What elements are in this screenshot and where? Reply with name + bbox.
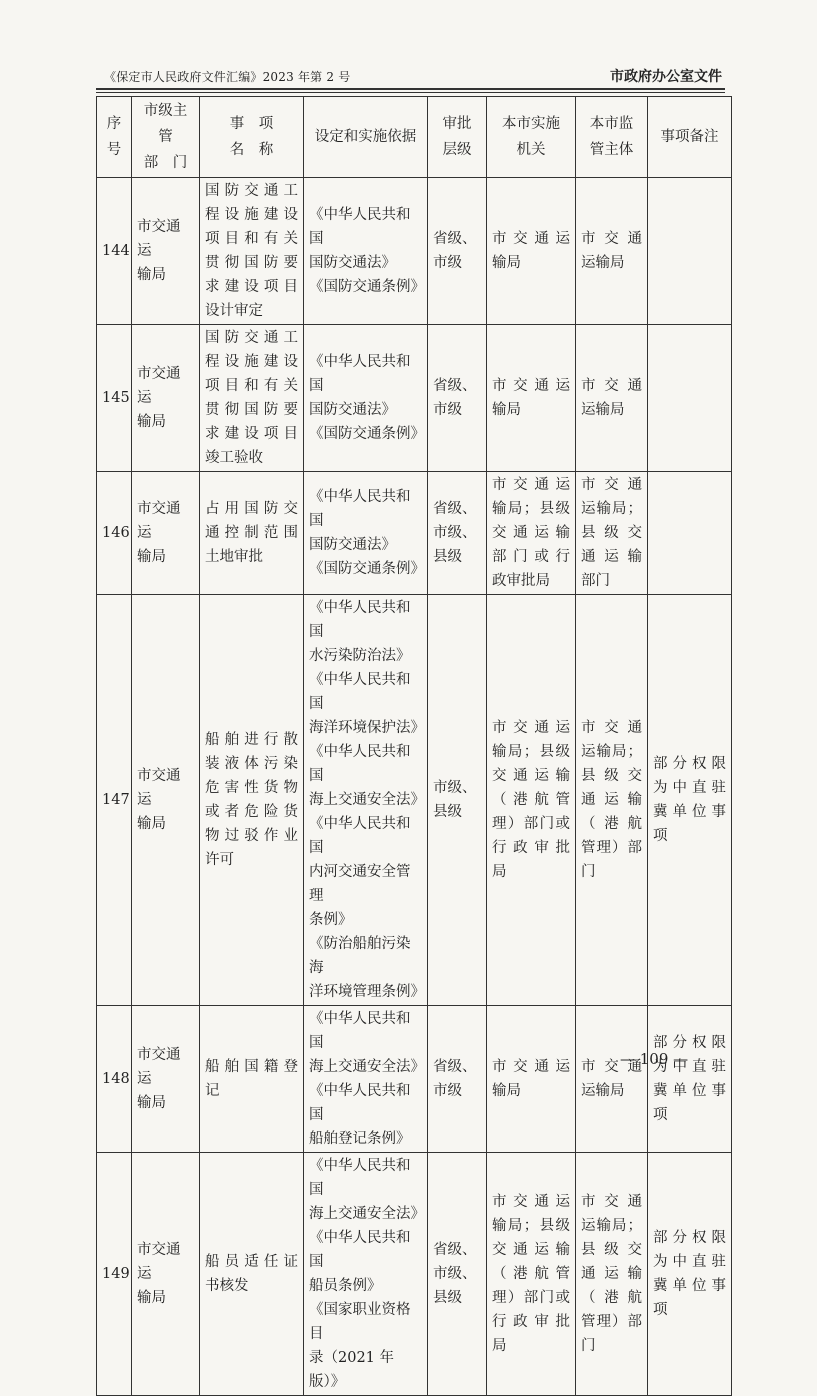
table-row [97, 595, 732, 1006]
cell-line: 《中华人民共和国 [309, 600, 411, 640]
agency-cell [487, 325, 576, 472]
department-cell [132, 1006, 200, 1153]
cell-line: 部门 [581, 573, 610, 589]
supervisor-cell [576, 1153, 648, 1396]
header-line: 部 门 [143, 155, 188, 171]
cell-line: （港航 [581, 816, 642, 832]
approval-items-table [96, 96, 732, 1396]
cell-line: 条例》 [309, 912, 353, 928]
item-number: 145 [97, 325, 132, 472]
cell-line: 录（2021 年版）》 [309, 1350, 395, 1390]
cell-line: 水污染防治法》 [309, 648, 411, 664]
cell-line: 船员适任证 [205, 1254, 298, 1270]
cell-line: 行政审批 [492, 1314, 570, 1330]
header-line: 事项备注 [660, 129, 719, 145]
cell-line: 输局 [137, 816, 166, 832]
cell-line: 土地审批 [205, 549, 263, 565]
department-cell [132, 1153, 200, 1396]
header-line: 层级 [442, 142, 472, 158]
item-name-cell [200, 1006, 304, 1153]
cell-line: 为中直驻 [653, 780, 726, 796]
cell-line: 市交通 [581, 477, 642, 493]
cell-line: 市交通运 [137, 501, 181, 541]
cell-line: 市级 [433, 255, 462, 271]
item-name-cell [200, 1153, 304, 1396]
cell-line: 理）部门或 [492, 1290, 570, 1306]
cell-line: 县级交 [581, 768, 642, 784]
cell-line: 市交通 [581, 720, 642, 736]
cell-line: 市交通 [581, 231, 642, 247]
cell-line: 洋环境管理条例》 [309, 984, 425, 1000]
cell-line: 输局 [137, 414, 166, 430]
note-cell [648, 1006, 732, 1153]
cell-line: （港航管 [492, 792, 570, 808]
cell-line: 运输局； [581, 1218, 642, 1234]
cell-line: 程设施建设 [205, 207, 298, 223]
cell-line: 国防交通法》 [309, 537, 396, 553]
col-header-department [132, 97, 200, 178]
level-cell [428, 595, 487, 1006]
note-cell [648, 1153, 732, 1396]
cell-line: 输局 [492, 255, 521, 271]
table-header-row [97, 97, 732, 178]
header-line: 管主体 [589, 142, 634, 158]
cell-line: 通运输 [581, 549, 642, 565]
cell-line: 政审批局 [492, 573, 550, 589]
department-cell [132, 472, 200, 595]
cell-line: 船舶进行散 [205, 732, 298, 748]
page-header [96, 66, 722, 86]
cell-line: 《防治船舶污染海 [309, 936, 411, 976]
item-name-cell [200, 595, 304, 1006]
cell-line: 运输局； [581, 501, 642, 517]
cell-line: 冀单位事 [653, 804, 726, 820]
cell-line: 记 [205, 1083, 220, 1099]
cell-line: 理）部门或 [492, 816, 570, 832]
agency-cell [487, 178, 576, 325]
cell-line: 运输局 [581, 402, 625, 418]
cell-line: 项 [653, 1302, 668, 1318]
basis-cell [304, 178, 428, 325]
col-header-agency [487, 97, 576, 178]
cell-line: 市交通运 [137, 1047, 181, 1087]
table-row [97, 472, 732, 595]
cell-line: 县级 [433, 1290, 462, 1306]
cell-line: 《中华人民共和国 [309, 672, 411, 712]
cell-line: 部分权限 [653, 1230, 726, 1246]
supervisor-cell [576, 472, 648, 595]
cell-line: 海上交通安全法》 [309, 1059, 425, 1075]
cell-line: 省级、 [433, 501, 477, 517]
col-header-number [97, 97, 132, 178]
cell-line: 市交通运 [137, 768, 181, 808]
cell-line: 《国家职业资格目 [309, 1302, 411, 1342]
cell-line: 《中华人民共和国 [309, 744, 411, 784]
cell-line: 项目和有关 [205, 231, 298, 247]
cell-line: 贯彻国防要 [205, 402, 298, 418]
department-cell [132, 595, 200, 1006]
cell-line: 《中华人民共和国 [309, 1083, 411, 1123]
cell-line: 部门或行 [492, 549, 570, 565]
cell-line: 市级、 [433, 525, 477, 541]
header-line: 本市监 [589, 116, 634, 132]
item-name-cell [200, 472, 304, 595]
cell-line: 市交通运 [492, 1194, 570, 1210]
cell-line: 市级、 [433, 1266, 477, 1282]
header-line: 号 [106, 142, 122, 158]
header-office-label: 市政府办公室文件 [610, 69, 722, 85]
cell-line: 输局 [492, 402, 521, 418]
cell-line: 为中直驻 [653, 1059, 726, 1075]
cell-line: 管理）部 [581, 1314, 642, 1330]
agency-cell [487, 1006, 576, 1153]
cell-line: 门 [581, 864, 596, 880]
cell-line: 物过驳作业 [205, 828, 298, 844]
table-row [97, 325, 732, 472]
cell-line: 市交通 [581, 1194, 642, 1210]
col-header-supervisor [576, 97, 648, 178]
cell-line: 海洋环境保护法》 [309, 720, 425, 736]
cell-line: 内河交通安全管理 [309, 864, 411, 904]
cell-line: 项目和有关 [205, 378, 298, 394]
cell-line: 国防交通法》 [309, 402, 396, 418]
cell-line: 县级 [433, 549, 462, 565]
cell-line: 《中华人民共和国 [309, 207, 411, 247]
item-number: 147 [97, 595, 132, 1006]
cell-line: 部分权限 [653, 756, 726, 772]
col-header-item-name [200, 97, 304, 178]
cell-line: 市级 [433, 1083, 462, 1099]
cell-line: 许可 [205, 852, 234, 868]
cell-line: 省级、 [433, 231, 477, 247]
cell-line: 项 [653, 1107, 668, 1123]
basis-cell [304, 325, 428, 472]
basis-cell [304, 1006, 428, 1153]
cell-line: 运输局 [581, 1083, 625, 1099]
cell-line: 市交通 [581, 378, 642, 394]
level-cell [428, 178, 487, 325]
cell-line: 输局 [137, 267, 166, 283]
cell-line: 或者危险货 [205, 804, 298, 820]
cell-line: 管理）部 [581, 840, 642, 856]
cell-line: 《中华人民共和国 [309, 1011, 411, 1051]
cell-line: 市交通运 [137, 366, 181, 406]
cell-line: 省级、 [433, 378, 477, 394]
table-row [97, 1153, 732, 1396]
cell-line: 输局 [137, 549, 166, 565]
cell-line: 行政审批 [492, 840, 570, 856]
level-cell [428, 472, 487, 595]
col-header-level [428, 97, 487, 178]
note-cell [648, 325, 732, 472]
cell-line: 海上交通安全法》 [309, 792, 425, 808]
basis-cell [304, 595, 428, 1006]
cell-line: 船员条例》 [309, 1278, 382, 1294]
cell-line: 交通运输 [492, 525, 570, 541]
header-line: 市级主管 [143, 103, 188, 145]
cell-line: 输局；县级 [492, 501, 570, 517]
cell-line: 局 [492, 1338, 507, 1354]
header-line: 名 称 [229, 142, 274, 158]
cell-line: 《国防交通条例》 [309, 279, 425, 295]
header-line: 审批 [442, 116, 472, 132]
cell-line: 冀单位事 [653, 1083, 726, 1099]
cell-line: 占用国防交 [205, 501, 298, 517]
header-line: 序 [106, 116, 122, 132]
cell-line: 运输局； [581, 744, 642, 760]
cell-line: 竣工验收 [205, 450, 263, 466]
cell-line: 部分权限 [653, 1035, 726, 1051]
cell-line: 市交通运 [492, 1059, 570, 1075]
agency-cell [487, 1153, 576, 1396]
basis-cell [304, 1153, 428, 1396]
cell-line: 交通运输 [492, 768, 570, 784]
cell-line: 冀单位事 [653, 1278, 726, 1294]
cell-line: 《中华人民共和国 [309, 816, 411, 856]
cell-line: 求建设项目 [205, 426, 298, 442]
cell-line: 《中华人民共和国 [309, 1230, 411, 1270]
cell-line: （港航 [581, 1290, 642, 1306]
header-rule-thin [96, 92, 725, 93]
header-document-title: 《保定市人民政府文件汇编》2023 年第 2 号 [104, 70, 351, 84]
cell-line: 县级交 [581, 1242, 642, 1258]
cell-line: 海上交通安全法》 [309, 1206, 425, 1222]
level-cell [428, 1006, 487, 1153]
cell-line: 设计审定 [205, 303, 263, 319]
cell-line: 危害性货物 [205, 780, 298, 796]
cell-line: 书核发 [205, 1278, 249, 1294]
cell-line: 市交通运 [137, 219, 181, 259]
cell-line: 通控制范围 [205, 525, 298, 541]
cell-line: 输局；县级 [492, 1218, 570, 1234]
cell-line: 求建设项目 [205, 279, 298, 295]
cell-line: 为中直驻 [653, 1254, 726, 1270]
item-name-cell [200, 178, 304, 325]
cell-line: 县级 [433, 804, 462, 820]
level-cell [428, 1153, 487, 1396]
cell-line: 《中华人民共和国 [309, 489, 411, 529]
cell-line: 门 [581, 1338, 596, 1354]
cell-line: 程设施建设 [205, 354, 298, 370]
note-cell [648, 472, 732, 595]
item-number: 148 [97, 1006, 132, 1153]
agency-cell [487, 472, 576, 595]
item-number: 144 [97, 178, 132, 325]
department-cell [132, 178, 200, 325]
cell-line: 《中华人民共和国 [309, 1158, 411, 1198]
cell-line: 《国防交通条例》 [309, 561, 425, 577]
cell-line: 国防交通工 [205, 183, 298, 199]
department-cell [132, 325, 200, 472]
supervisor-cell [576, 595, 648, 1006]
basis-cell [304, 472, 428, 595]
cell-line: 装液体污染 [205, 756, 298, 772]
cell-line: 通运输 [581, 792, 642, 808]
item-number: 146 [97, 472, 132, 595]
header-rule-thick [96, 88, 725, 90]
cell-line: 船舶登记条例》 [309, 1131, 411, 1147]
agency-cell [487, 595, 576, 1006]
item-number: 149 [97, 1153, 132, 1396]
cell-line: 国防交通法》 [309, 255, 396, 271]
cell-line: 船舶国籍登 [205, 1059, 298, 1075]
supervisor-cell [576, 1006, 648, 1153]
cell-line: 市交通运 [492, 231, 570, 247]
supervisor-cell [576, 325, 648, 472]
col-header-basis [304, 97, 428, 178]
header-line: 设定和实施依据 [314, 129, 417, 145]
cell-line: 市交通运 [492, 378, 570, 394]
note-cell [648, 595, 732, 1006]
table-row [97, 178, 732, 325]
cell-line: 市级 [433, 402, 462, 418]
col-header-note [648, 97, 732, 178]
cell-line: 交通运输 [492, 1242, 570, 1258]
cell-line: 输局；县级 [492, 744, 570, 760]
header-line: 本市实施 [502, 116, 560, 132]
cell-line: 运输局 [581, 255, 625, 271]
cell-line: 国防交通工 [205, 330, 298, 346]
note-cell [648, 178, 732, 325]
cell-line: （港航管 [492, 1266, 570, 1282]
table-row [97, 1006, 732, 1153]
cell-line: 市交通 [581, 1059, 642, 1075]
cell-line: 县级交 [581, 525, 642, 541]
cell-line: 通运输 [581, 1266, 642, 1282]
page-number: — 109 — [620, 1050, 689, 1068]
cell-line: 省级、 [433, 1059, 477, 1075]
cell-line: 市交通运 [137, 1242, 181, 1282]
item-name-cell [200, 325, 304, 472]
cell-line: 局 [492, 864, 507, 880]
cell-line: 输局 [137, 1290, 166, 1306]
cell-line: 输局 [137, 1095, 166, 1111]
cell-line: 项 [653, 828, 668, 844]
cell-line: 市交通运 [492, 720, 570, 736]
header-line: 机关 [516, 142, 546, 158]
cell-line: 贯彻国防要 [205, 255, 298, 271]
cell-line: 省级、 [433, 1242, 477, 1258]
header-line: 事 项 [229, 116, 274, 132]
cell-line: 市交通运 [492, 477, 570, 493]
cell-line: 市级、 [433, 780, 477, 796]
cell-line: 输局 [492, 1083, 521, 1099]
level-cell [428, 325, 487, 472]
cell-line: 《中华人民共和国 [309, 354, 411, 394]
supervisor-cell [576, 178, 648, 325]
cell-line: 《国防交通条例》 [309, 426, 425, 442]
